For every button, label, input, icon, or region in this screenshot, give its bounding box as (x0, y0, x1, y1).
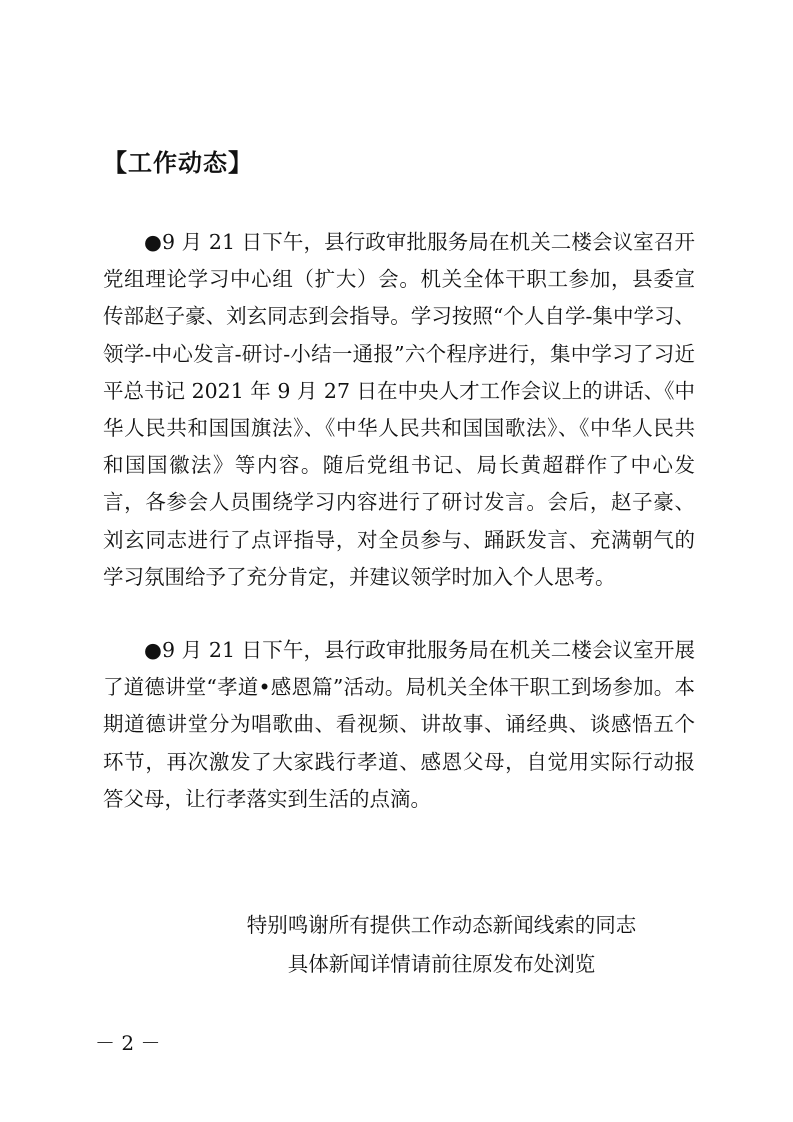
news-item: ●9 月 21 日下午，县行政审批服务局在机关二楼会议室召开党组理论学习中心组（扩大）会。机关全体干职工参加，县委宣传部赵子豪、刘玄同志到会指导。学习按照“个人自学-集中学习、领学-中心发言-研讨-小结一通报”六个程序进行，集中学习了习近平总书记 2021 年 9 月 27 日在中央人才工作会议上的讲话、《中华人民共和国国旗法》、《中华人民共和国国歌法》、《中华人民共和国国徽法》等内容。随后党组书记、局长黄超群作了中心发言，各参会人员围绕学习内容进行了研讨发言。会后，赵子豪、刘玄同志进行了点评指导，对全员参与、踊跃发言、充满朝气的学习氛围给予了充分肯定，并建议领学时加入个人思考。 (103, 230, 695, 589)
acknowledgement-line: 具体新闻详情请前往原发布处浏览 (287, 952, 596, 976)
section-heading: 【工作动态】 (103, 149, 253, 177)
acknowledgement-line: 特别鸣谢所有提供工作动态新闻线索的同志 (246, 913, 637, 937)
news-item: ●9 月 21 日下午，县行政审批服务局在机关二楼会议室开展了道德讲堂“孝道•感恩篇”活动。局机关全体干职工到场参加。本期道德讲堂分为唱歌曲、看视频、讲故事、诵经典、谈感悟五个环节，再次激发了大家践行孝道、感恩父母，自觉用实际行动报答父母，让行孝落实到生活的点滴。 (103, 638, 695, 811)
page-number: － 2 － (95, 1031, 161, 1055)
